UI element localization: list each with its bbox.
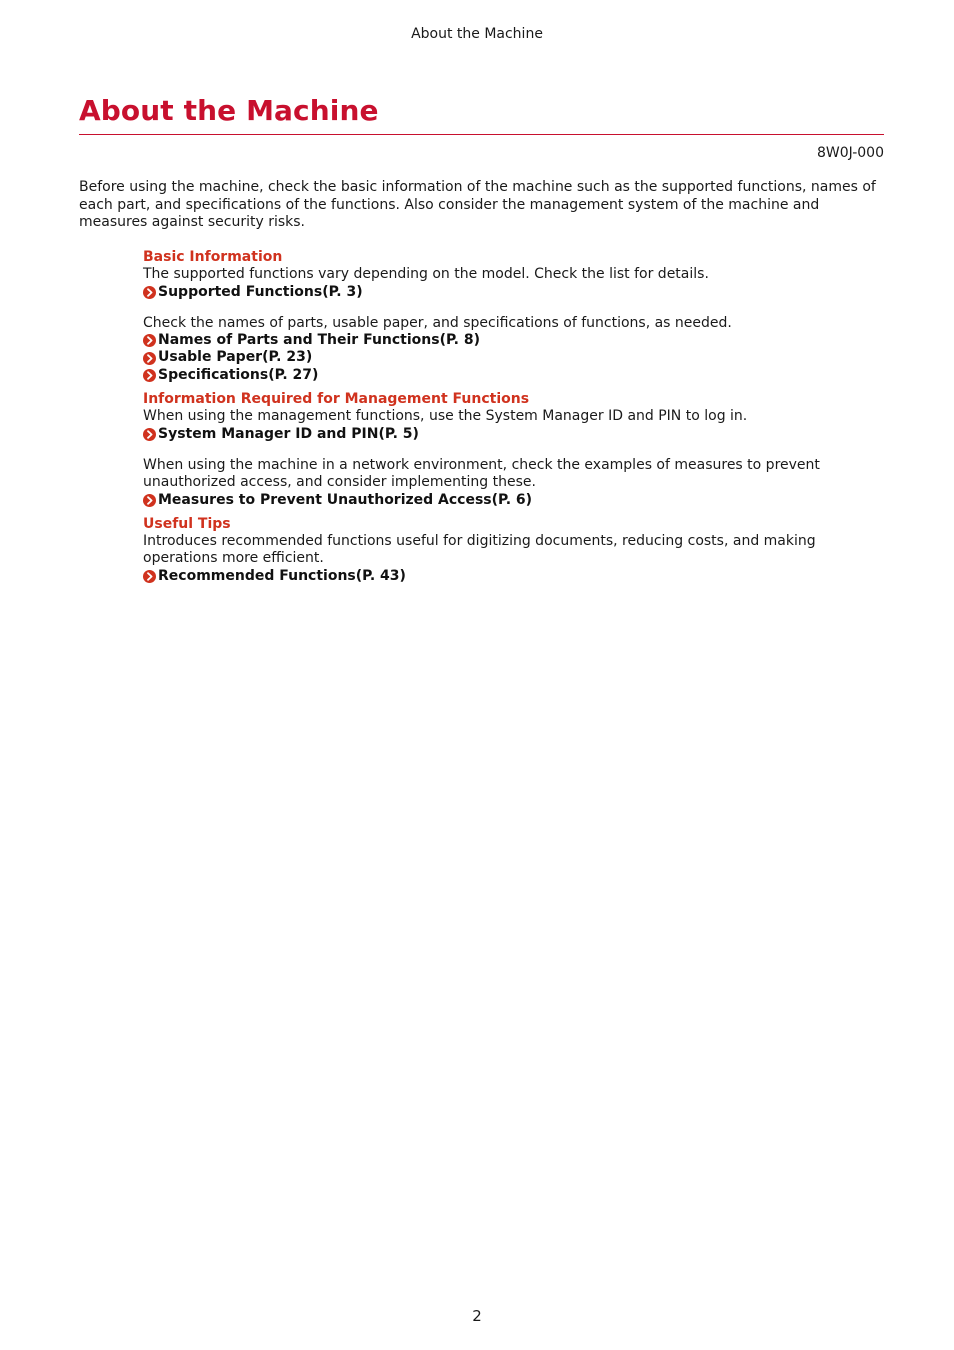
page-title: About the Machine bbox=[79, 94, 379, 127]
link-label: Recommended Functions(P. 43) bbox=[158, 567, 406, 584]
paragraph: Check the names of parts, usable paper, and specifications of functions, as needed. bbox=[143, 314, 732, 331]
link-label: System Manager ID and PIN(P. 5) bbox=[158, 425, 419, 442]
circle-arrow-right-icon bbox=[143, 352, 156, 365]
link-label: Specifications(P. 27) bbox=[158, 366, 319, 383]
title-divider bbox=[79, 134, 884, 135]
circle-arrow-right-icon bbox=[143, 286, 156, 299]
paragraph: When using the machine in a network environment, check the examples of measures to prevent unauthorized access, and consider implementing these. bbox=[143, 456, 820, 491]
link-supported-functions[interactable] bbox=[143, 284, 888, 301]
spacer bbox=[143, 509, 888, 516]
running-header: About the Machine bbox=[411, 26, 543, 42]
spacer bbox=[143, 443, 888, 457]
paragraph: Introduces recommended functions useful for digitizing documents, reducing costs, and making operations more efficient. bbox=[143, 533, 816, 567]
circle-arrow-right-icon bbox=[143, 570, 156, 583]
section-heading-management-functions: Information Required for Management Functions bbox=[143, 391, 530, 408]
spacer bbox=[143, 384, 888, 391]
paragraph: When using the management functions, use the System Manager ID and PIN to log in. bbox=[143, 408, 748, 425]
link-system-manager-id[interactable] bbox=[143, 426, 888, 443]
link-measures-unauthorized-access[interactable] bbox=[143, 492, 888, 509]
circle-arrow-right-icon bbox=[143, 334, 156, 347]
section-heading-basic-information: Basic Information bbox=[143, 249, 283, 265]
intro-paragraph: Before using the machine, check the basic information of the machine such as the supported functions, names of each part, and specifications of the functions. Also consider the management system of the machine and measures against security risks. bbox=[79, 179, 876, 230]
paragraph: The supported functions vary depending on the model. Check the list for details. bbox=[143, 266, 709, 283]
link-names-of-parts[interactable] bbox=[143, 332, 888, 349]
link-label: Usable Paper(P. 23) bbox=[158, 349, 313, 366]
link-usable-paper[interactable] bbox=[143, 349, 888, 366]
link-label: Names of Parts and Their Functions(P. 8) bbox=[158, 332, 480, 349]
link-specifications[interactable] bbox=[143, 367, 888, 384]
spacer bbox=[143, 301, 888, 315]
document-code: 8W0J-000 bbox=[816, 145, 884, 161]
circle-arrow-right-icon bbox=[143, 428, 156, 441]
content-body bbox=[143, 249, 888, 585]
circle-arrow-right-icon bbox=[143, 369, 156, 382]
link-label: Measures to Prevent Unauthorized Access(P. 6) bbox=[158, 491, 533, 508]
page-number: 2 bbox=[472, 1307, 482, 1325]
link-label: Supported Functions(P. 3) bbox=[158, 283, 363, 300]
circle-arrow-right-icon bbox=[143, 494, 156, 507]
link-recommended-functions[interactable] bbox=[143, 568, 888, 585]
section-heading-useful-tips: Useful Tips bbox=[143, 515, 231, 532]
